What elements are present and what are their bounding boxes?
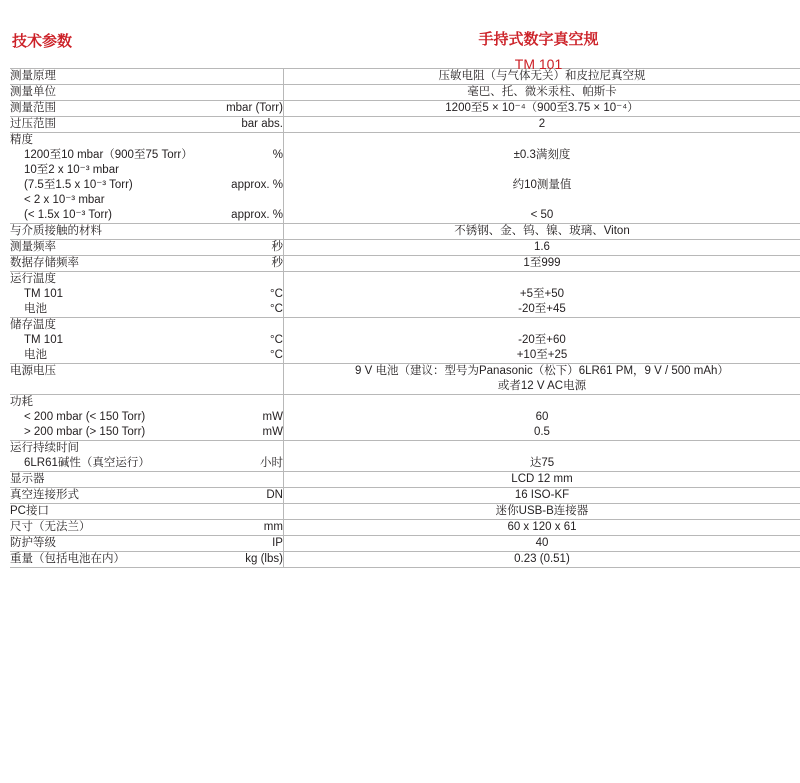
- spec-label-line: 测量频率: [10, 241, 56, 253]
- spec-value-line: [284, 441, 800, 456]
- spec-value-cell: [283, 133, 800, 224]
- spec-unit-line: [213, 69, 283, 84]
- table-row: [10, 536, 800, 552]
- spec-value-line: 约10测量值: [512, 179, 572, 191]
- spec-unit-line: [213, 133, 283, 148]
- table-row: [10, 272, 800, 318]
- spec-value-line: LCD 12 mm: [511, 473, 573, 485]
- spec-label-cell: [10, 69, 213, 85]
- spec-unit-line: °C: [270, 334, 283, 346]
- table-row: [10, 133, 800, 224]
- spec-unit-line: IP: [272, 537, 283, 549]
- table-row: [10, 224, 800, 240]
- spec-value-cell: [283, 441, 800, 472]
- spec-unit-line: mm: [263, 521, 283, 533]
- spec-unit-cell: [213, 69, 284, 85]
- page-header: [0, 0, 800, 72]
- spec-unit-cell: [213, 117, 284, 133]
- spec-label-line: 显示器: [10, 473, 45, 485]
- spec-unit-line: bar abs.: [241, 118, 283, 130]
- spec-label-line: 电池: [24, 349, 47, 361]
- spec-value-line: 毫巴、托、微米汞柱、帕斯卡: [467, 86, 617, 98]
- spec-label-cell: [10, 318, 213, 364]
- spec-label-cell: [10, 364, 213, 395]
- spec-label-cell: [10, 504, 213, 520]
- spec-label-line: 10至2 x 10⁻³ mbar: [24, 164, 119, 176]
- spec-unit-cell: [213, 520, 284, 536]
- spec-label-cell: [10, 552, 213, 568]
- spec-unit-line: 小时: [259, 457, 283, 469]
- spec-label-line: 与介质接触的材料: [10, 225, 102, 237]
- spec-unit-line: approx. %: [231, 179, 283, 191]
- spec-value-cell: [283, 395, 800, 441]
- spec-unit-cell: [213, 224, 284, 240]
- spec-unit-cell: [213, 552, 284, 568]
- spec-label-line: > 200 mbar (> 150 Torr): [24, 426, 146, 438]
- spec-unit-line: 秒: [271, 241, 283, 253]
- table-row: [10, 504, 800, 520]
- spec-unit-line: [213, 318, 283, 333]
- spec-value-line: 9 V 电池（建议：型号为Panasonic（松下）6LR61 PM，9 V / 500 mAh）: [355, 365, 729, 377]
- spec-label-line: 测量范围: [10, 102, 56, 114]
- spec-value-cell: [283, 488, 800, 504]
- spec-value-cell: [283, 536, 800, 552]
- spec-unit-cell: [213, 318, 284, 364]
- spec-unit-line: mW: [262, 411, 283, 423]
- spec-label-line: (7.5至1.5 x 10⁻³ Torr): [24, 179, 133, 191]
- table-row: [10, 101, 800, 117]
- spec-label-line: 精度: [10, 134, 33, 146]
- spec-label-line: 测量单位: [10, 86, 56, 98]
- spec-value-cell: [283, 272, 800, 318]
- spec-value-line: [284, 133, 800, 148]
- spec-unit-line: %: [272, 149, 283, 161]
- spec-value-line: [284, 395, 800, 410]
- spec-value-line: [284, 193, 800, 208]
- spec-unit-line: [213, 193, 283, 208]
- spec-value-cell: [283, 240, 800, 256]
- spec-value-cell: [283, 504, 800, 520]
- spec-label-cell: [10, 101, 213, 117]
- table-row: [10, 395, 800, 441]
- spec-unit-line: [213, 272, 283, 287]
- spec-label-cell: [10, 224, 213, 240]
- specifications-table: [10, 68, 800, 568]
- spec-value-line: -20至+60: [518, 334, 566, 346]
- spec-unit-line: °C: [270, 288, 283, 300]
- spec-value-cell: [283, 552, 800, 568]
- spec-unit-line: [213, 85, 283, 100]
- spec-label-line: 储存温度: [10, 319, 56, 331]
- spec-label-line: TM 101: [24, 334, 63, 346]
- spec-label-line: 功耗: [10, 396, 33, 408]
- product-title: 手持式数字真空规: [478, 31, 599, 48]
- spec-unit-line: [213, 395, 283, 410]
- spec-unit-cell: [213, 85, 284, 101]
- spec-label-line: < 2 x 10⁻³ mbar: [24, 194, 105, 206]
- spec-value-cell: [283, 364, 800, 395]
- table-row: [10, 488, 800, 504]
- spec-unit-line: mbar (Torr): [226, 102, 283, 114]
- spec-label-line: PC接口: [10, 505, 49, 517]
- spec-unit-line: kg (lbs): [245, 553, 283, 565]
- spec-label-line: 真空连接形式: [10, 489, 79, 501]
- spec-unit-cell: [213, 472, 284, 488]
- spec-unit-line: [213, 504, 283, 519]
- spec-label-line: TM 101: [24, 288, 63, 300]
- spec-label-cell: [10, 117, 213, 133]
- spec-label-line: 电池: [24, 303, 47, 315]
- spec-label-cell: [10, 272, 213, 318]
- spec-unit-cell: [213, 536, 284, 552]
- spec-value-cell: [283, 224, 800, 240]
- spec-value-cell: [283, 472, 800, 488]
- table-row: [10, 256, 800, 272]
- spec-value-cell: [283, 85, 800, 101]
- page-title: 技术参数: [12, 33, 73, 50]
- spec-label-line: 1200至10 mbar（900至75 Torr）: [24, 149, 193, 161]
- spec-value-line: 达75: [529, 457, 555, 469]
- spec-label-line: 运行温度: [10, 273, 56, 285]
- spec-value-cell: [283, 256, 800, 272]
- spec-value-cell: [283, 117, 800, 133]
- spec-value-cell: [283, 520, 800, 536]
- spec-unit-line: mW: [262, 426, 283, 438]
- table-row: [10, 472, 800, 488]
- table-body: [10, 69, 800, 568]
- spec-value-line: 1200至5 × 10⁻⁴（900至3.75 × 10⁻⁴）: [445, 102, 639, 114]
- spec-label-line: 6LR61碱性（真空运行）: [24, 457, 150, 469]
- spec-label-cell: [10, 240, 213, 256]
- spec-value-line: +10至+25: [516, 349, 568, 361]
- spec-unit-line: [213, 163, 283, 178]
- spec-label-cell: [10, 441, 213, 472]
- spec-unit-cell: [213, 240, 284, 256]
- spec-unit-cell: [213, 133, 284, 224]
- spec-unit-line: [213, 441, 283, 456]
- spec-label-line: 重量（包括电池在内）: [10, 553, 125, 565]
- spec-unit-cell: [213, 504, 284, 520]
- spec-unit-cell: [213, 395, 284, 441]
- spec-unit-line: [213, 472, 283, 487]
- spec-label-line: 防护等级: [10, 537, 56, 549]
- spec-value-line: +5至+50: [519, 288, 565, 300]
- spec-value-line: 0.5: [533, 426, 550, 438]
- spec-unit-line: 秒: [271, 257, 283, 269]
- spec-unit-line: approx. %: [231, 209, 283, 221]
- spec-unit-cell: [213, 364, 284, 395]
- spec-value-cell: [283, 318, 800, 364]
- spec-value-line: ±0.3满刻度: [513, 149, 571, 161]
- spec-value-line: 1.6: [533, 241, 550, 253]
- spec-value-line: 迷你USB-B连接器: [495, 505, 589, 517]
- spec-unit-cell: [213, 272, 284, 318]
- spec-label-line: < 200 mbar (< 150 Torr): [24, 411, 146, 423]
- spec-label-line: 运行持续时间: [10, 442, 79, 454]
- table-row: [10, 364, 800, 395]
- table-row: [10, 117, 800, 133]
- spec-value-line: 压敏电阻（与气体无关）和皮拉尼真空规: [438, 70, 646, 82]
- spec-value-cell: [283, 101, 800, 117]
- table-row: [10, 318, 800, 364]
- spec-label-cell: [10, 133, 213, 224]
- spec-value-line: 或者12 V AC电源: [497, 380, 587, 392]
- spec-value-line: [284, 163, 800, 178]
- spec-value-line: 16 ISO-KF: [514, 489, 570, 501]
- spec-label-cell: [10, 520, 213, 536]
- table-row: [10, 441, 800, 472]
- spec-unit-cell: [213, 488, 284, 504]
- spec-unit-cell: [213, 256, 284, 272]
- spec-value-line: [284, 318, 800, 333]
- spec-label-line: 过压范围: [10, 118, 56, 130]
- spec-value-line: 60: [535, 411, 549, 423]
- spec-value-line: 不锈钢、金、钨、镍、玻璃、Viton: [454, 225, 630, 237]
- table-row: [10, 520, 800, 536]
- product-model: TM 101: [514, 56, 563, 72]
- spec-unit-cell: [213, 441, 284, 472]
- spec-unit-line: DN: [266, 489, 283, 501]
- spec-unit-line: °C: [270, 349, 283, 361]
- spec-value-line: 0.23 (0.51): [514, 553, 570, 565]
- table-row: [10, 240, 800, 256]
- spec-label-line: (< 1.5x 10⁻³ Torr): [24, 209, 112, 221]
- spec-value-line: < 50: [530, 209, 554, 221]
- spec-value-line: -20至+45: [518, 303, 566, 315]
- table-row: [10, 85, 800, 101]
- spec-label-cell: [10, 536, 213, 552]
- spec-unit-cell: [213, 101, 284, 117]
- spec-value-line: [284, 272, 800, 287]
- spec-unit-line: [213, 364, 283, 379]
- spec-label-line: 电源电压: [10, 365, 56, 377]
- spec-label-cell: [10, 395, 213, 441]
- spec-value-line: 60 x 120 x 61: [507, 521, 577, 533]
- table-row: [10, 552, 800, 568]
- spec-label-cell: [10, 472, 213, 488]
- spec-label-line: 测量原理: [10, 70, 56, 82]
- spec-label-cell: [10, 85, 213, 101]
- spec-label-line: 尺寸（无法兰）: [10, 521, 91, 533]
- spec-label-line: 数据存储频率: [10, 257, 79, 269]
- spec-value-line: 2: [538, 118, 546, 130]
- spec-label-cell: [10, 488, 213, 504]
- spec-unit-line: °C: [270, 303, 283, 315]
- spec-label-cell: [10, 256, 213, 272]
- spec-unit-line: [213, 224, 283, 239]
- spec-value-line: 1至999: [523, 257, 561, 269]
- spec-value-line: 40: [535, 537, 549, 549]
